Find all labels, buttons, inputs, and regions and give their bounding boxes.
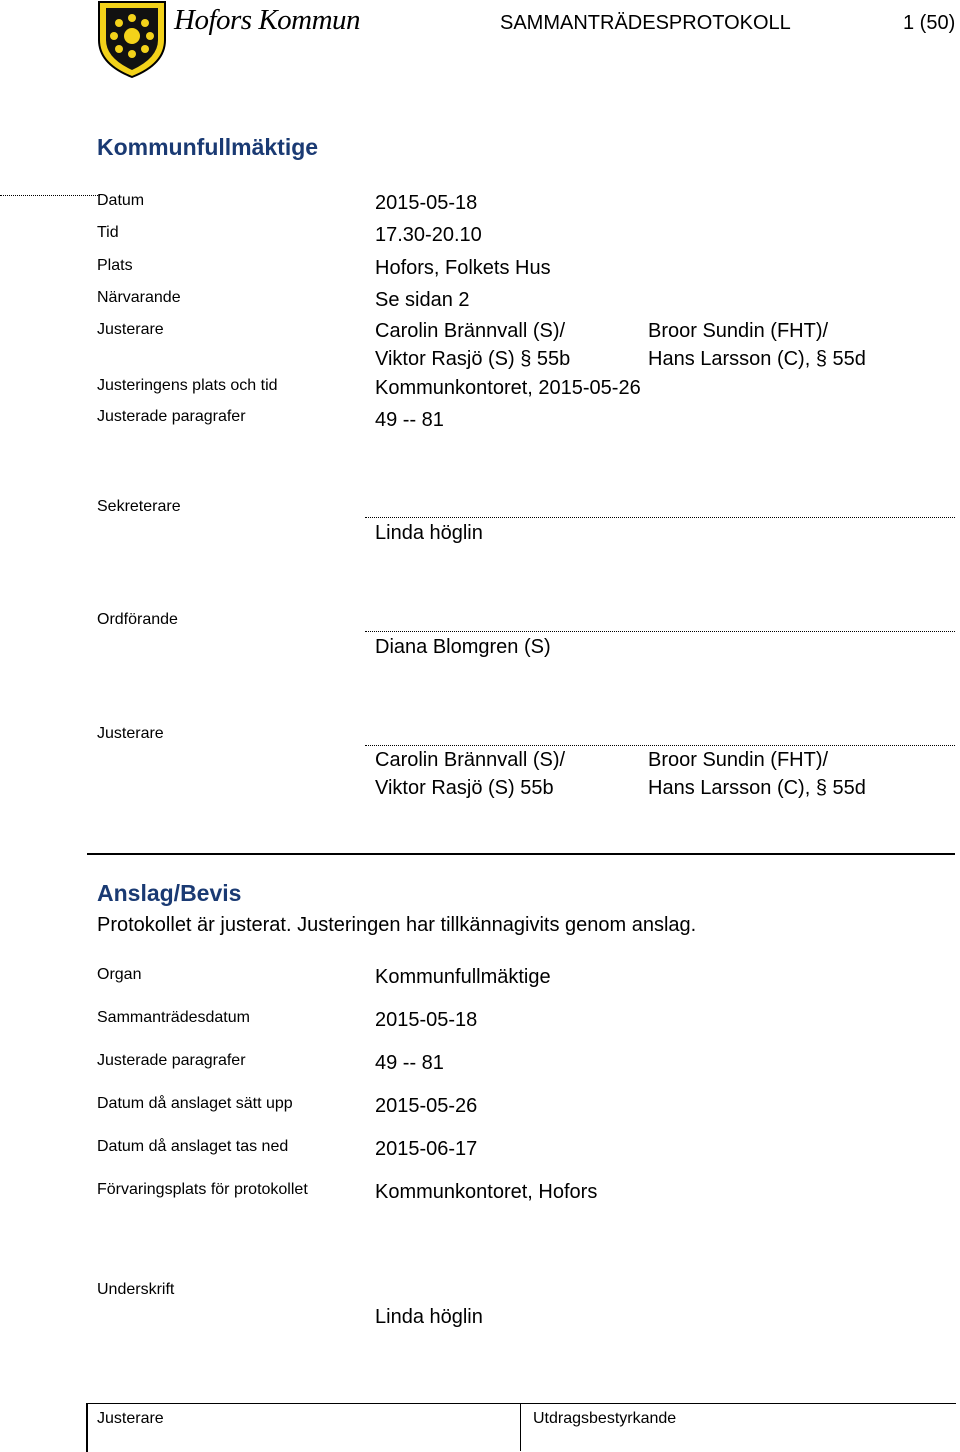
justerare-1b: Viktor Rasjö (S) § 55b xyxy=(375,348,571,370)
logo-text: Hofors Kommun xyxy=(174,4,361,36)
narvarande-value: Se sidan 2 xyxy=(375,289,470,311)
meeting-title: Kommunfullmäktige xyxy=(97,134,319,160)
justering-label: Justeringens plats och tid xyxy=(97,377,278,394)
signature-line xyxy=(365,631,955,632)
sammantradesdatum-label: Sammanträdesdatum xyxy=(97,1009,250,1026)
anslag-uppsatt-value: 2015-05-26 xyxy=(375,1095,478,1117)
document-title: SAMMANTRÄDESPROTOKOLL xyxy=(500,12,791,34)
anslag-intro: Protokollet är justerat. Justeringen har tillkännagivits genom anslag. xyxy=(97,914,697,936)
footer-utdragsbestyrkande: Utdragsbestyrkande xyxy=(533,1410,677,1427)
signature-line xyxy=(365,517,955,518)
justerare-sig-2a: Broor Sundin (FHT)/ xyxy=(648,749,829,771)
paragrafer-value: 49 -- 81 xyxy=(375,409,444,431)
tid-label: Tid xyxy=(97,224,119,241)
anslag-paragrafer-label: Justerade paragrafer xyxy=(97,1052,246,1069)
underskrift-name: Linda höglin xyxy=(375,1306,483,1328)
tid-value: 17.30-20.10 xyxy=(375,224,482,246)
section-divider xyxy=(87,853,955,855)
anslag-heading: Anslag/Bevis xyxy=(97,880,242,906)
sekreterare-name: Linda höglin xyxy=(375,522,483,544)
signature-line xyxy=(365,745,955,746)
divider xyxy=(0,195,100,196)
plats-label: Plats xyxy=(97,257,133,274)
justering-value: Kommunkontoret, 2015-05-26 xyxy=(375,377,641,399)
forvaringsplats-label: Förvaringsplats för protokollet xyxy=(97,1181,308,1198)
organ-label: Organ xyxy=(97,966,142,983)
footer-justerare: Justerare xyxy=(97,1410,164,1427)
hofors-coat-of-arms-icon xyxy=(96,0,168,78)
paragrafer-label: Justerade paragrafer xyxy=(97,408,246,425)
ordforande-label: Ordförande xyxy=(97,611,178,628)
justerare-1a: Carolin Brännvall (S)/ xyxy=(375,320,566,342)
datum-label: Datum xyxy=(97,192,145,209)
footer-separator xyxy=(520,1403,521,1451)
underskrift-label: Underskrift xyxy=(97,1281,175,1298)
justerare-sig-1b: Viktor Rasjö (S) 55b xyxy=(375,777,554,799)
justerare-2a: Broor Sundin (FHT)/ xyxy=(648,320,829,342)
footer-box xyxy=(86,1403,956,1452)
forvaringsplats-value: Kommunkontoret, Hofors xyxy=(375,1181,598,1203)
justerare-sig-2b: Hans Larsson (C), § 55d xyxy=(648,777,866,799)
sekreterare-label: Sekreterare xyxy=(97,498,181,515)
anslag-uppsatt-label: Datum då anslaget sätt upp xyxy=(97,1095,293,1112)
justerare-label: Justerare xyxy=(97,321,164,338)
plats-value: Hofors, Folkets Hus xyxy=(375,257,551,279)
justerare-sig-label: Justerare xyxy=(97,725,164,742)
anslag-nedtagen-value: 2015-06-17 xyxy=(375,1138,478,1160)
ordforande-name: Diana Blomgren (S) xyxy=(375,636,551,658)
justerare-sig-1a: Carolin Brännvall (S)/ xyxy=(375,749,566,771)
anslag-paragrafer-value: 49 -- 81 xyxy=(375,1052,444,1074)
anslag-nedtagen-label: Datum då anslaget tas ned xyxy=(97,1138,289,1155)
justerare-2b: Hans Larsson (C), § 55d xyxy=(648,348,866,370)
narvarande-label: Närvarande xyxy=(97,289,181,306)
datum-value: 2015-05-18 xyxy=(375,192,478,214)
sammantradesdatum-value: 2015-05-18 xyxy=(375,1009,478,1031)
organ-value: Kommunfullmäktige xyxy=(375,966,551,988)
page-number: 1 (50) xyxy=(903,12,956,34)
